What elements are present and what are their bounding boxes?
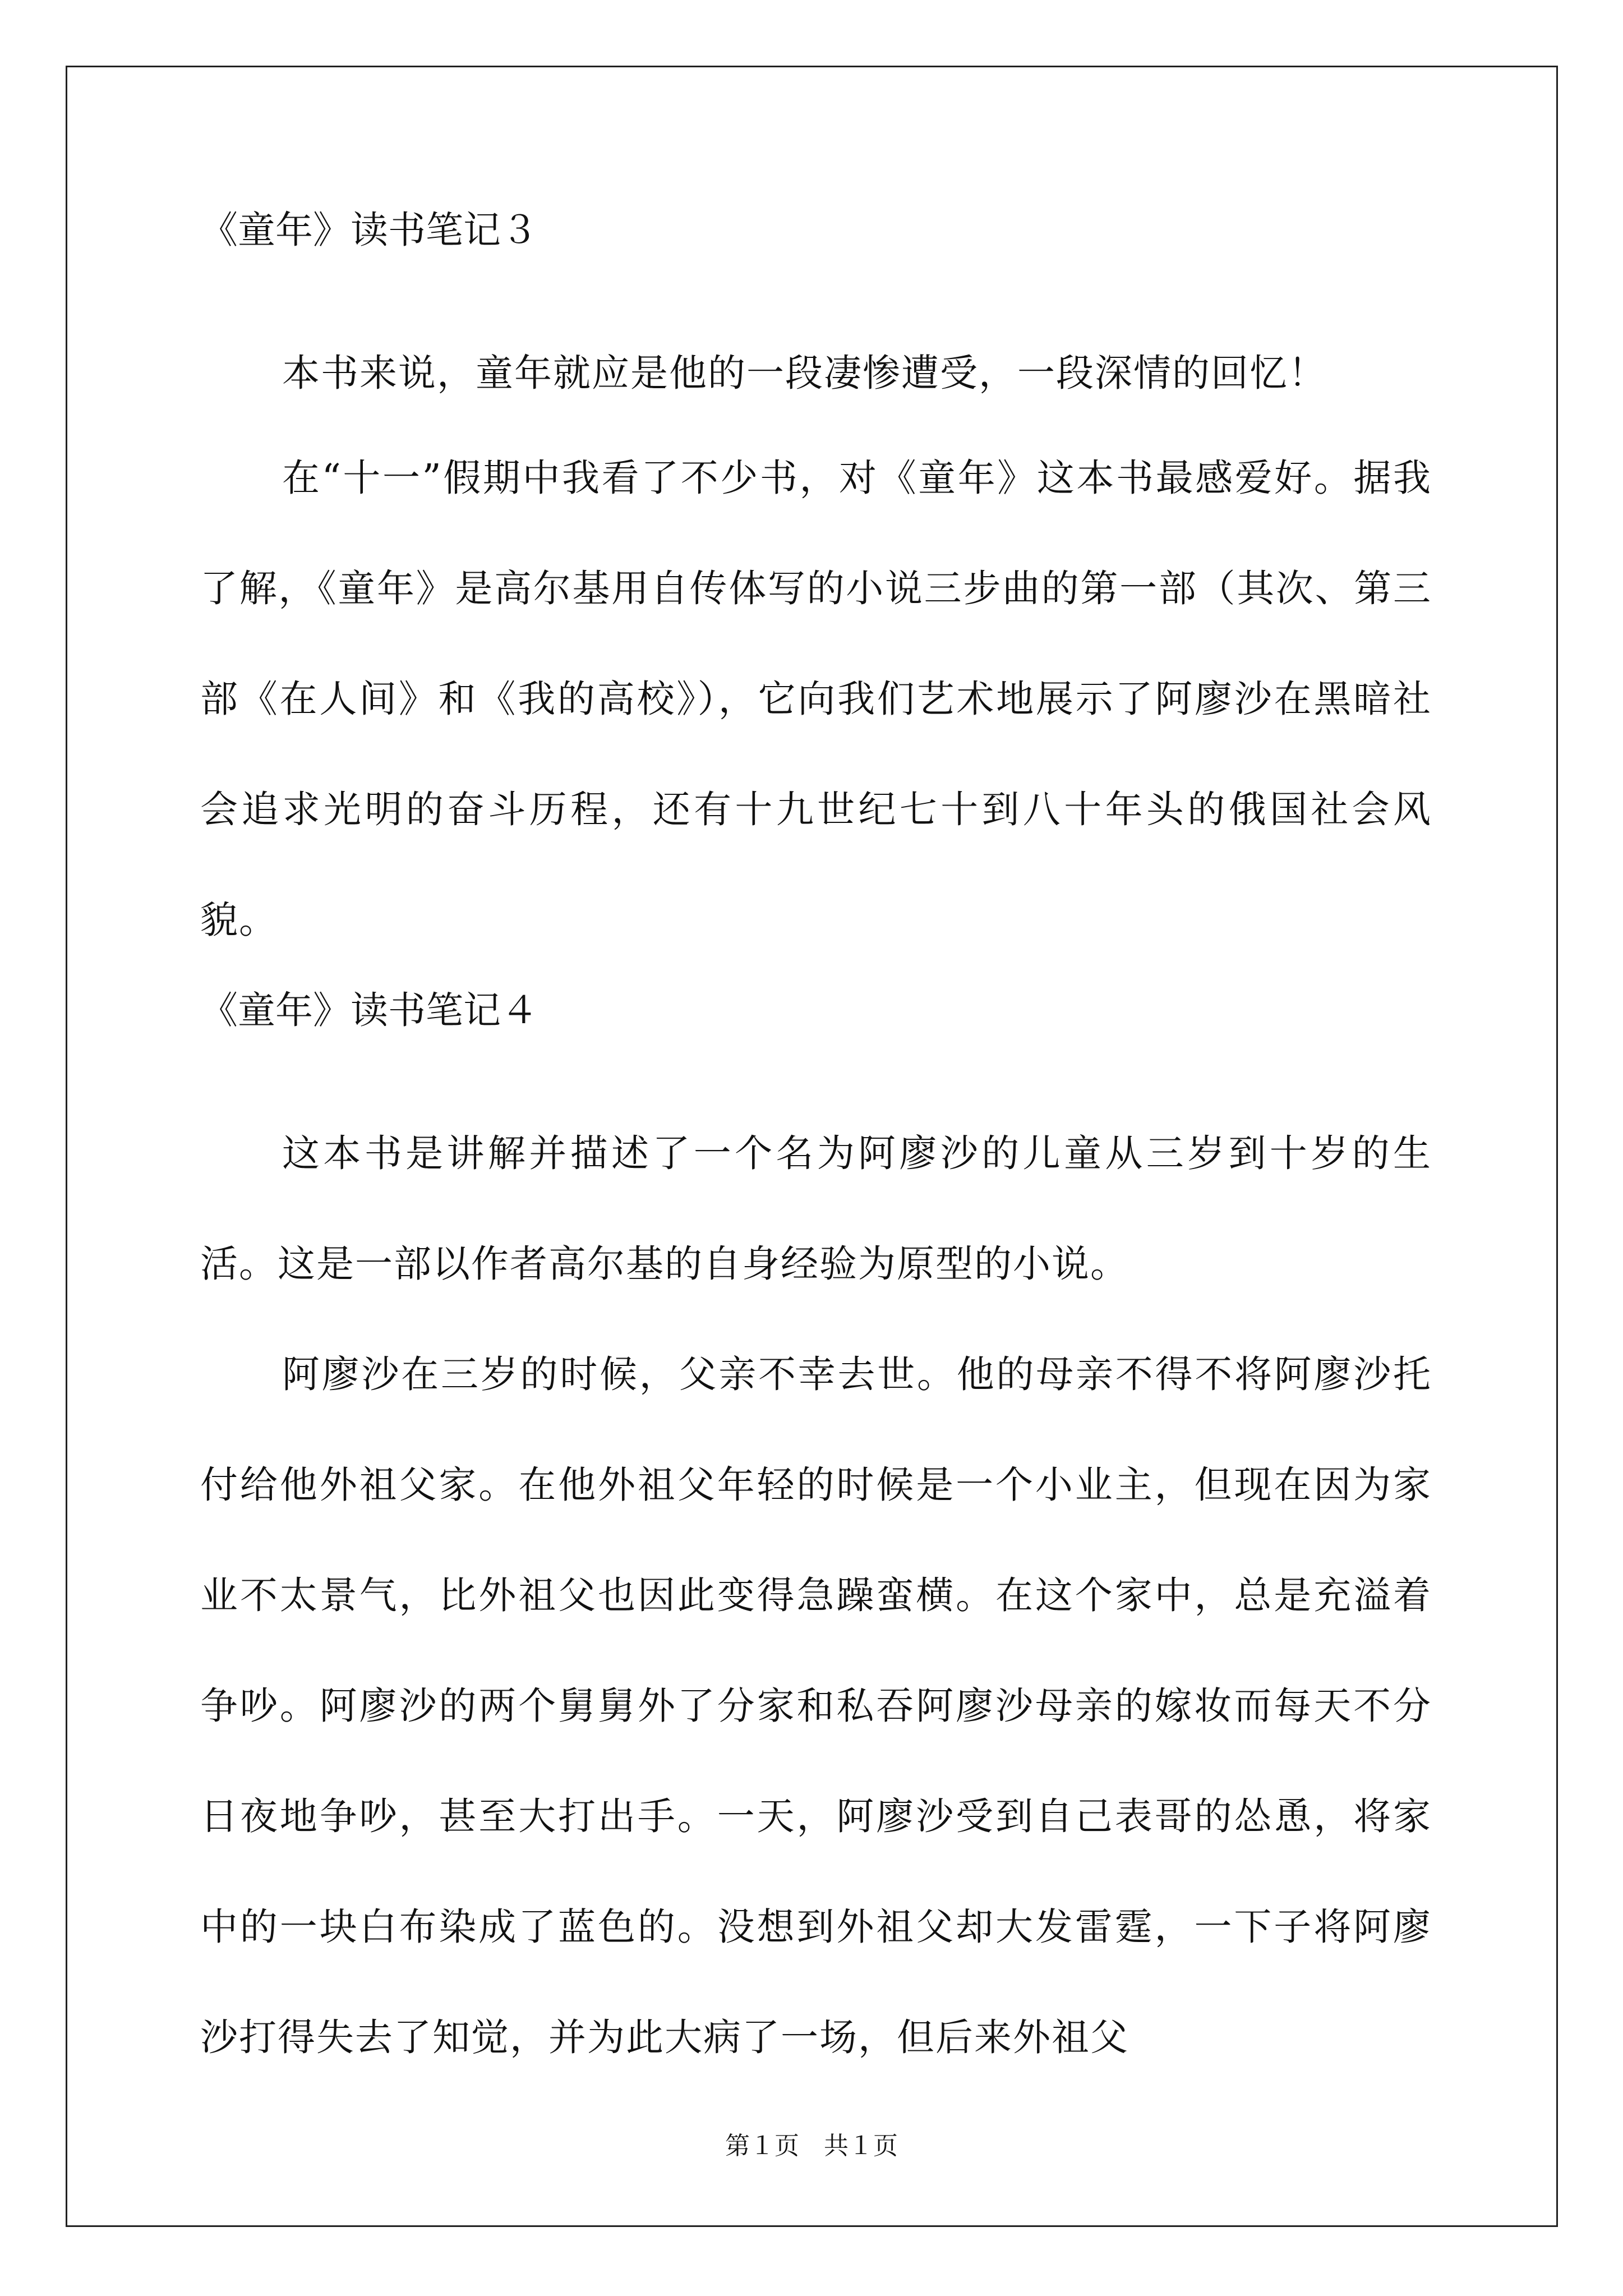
- paragraph: 在“十一”假期中我看了不少书，对《童年》这本书最感爱好。据我了解，《童年》是高尔基用自传体写的小说三步曲的第一部（其次、第三部《在人间》和《我的高校》），它向我们艺术地展示了阿廖沙在黑暗社会追求光明的奋斗历程，还有十九世纪七十到八十年头的俄国社会风貌。: [200, 456, 1432, 942]
- section-heading: 《童年》读书笔记３: [200, 208, 538, 252]
- paragraph: 本书来说，童年就应是他的一段凄惨遭受，一段深情的回忆！: [282, 351, 1327, 395]
- section-4: [200, 988, 1432, 2093]
- paragraph: 阿廖沙在三岁的时候，父亲不幸去世。他的母亲不得不将阿廖沙托付给他外祖父家。在他外祖父年轻的时候是一个小业主，但现在因为家业不太景气，比外祖父也因此变得急躁蛮横。在这个家中，总是充溢着争吵。阿廖沙的两个舅舅外了分家和私吞阿廖沙母亲的嫁妆而每天不分日夜地争吵，甚至大打出手。一天，阿廖沙受到自己表哥的怂恿，将家中的一块白布染成了蓝色的。没想到外祖父却大发雷霆，一下子将阿廖沙打得失去了知觉，并为此大病了一场，但后来外祖父: [200, 1352, 1432, 2059]
- section-heading: 《童年》读书笔记４: [200, 988, 538, 1032]
- paragraph: 这本书是讲解并描述了一个名为阿廖沙的儿童从三岁到十岁的生活。这是一部以作者高尔基的自身经验为原型的小说。: [200, 1131, 1432, 1286]
- page-number: 第１页 共１页: [725, 2132, 898, 2160]
- document-body: [200, 208, 1432, 2093]
- section-3: [200, 208, 1432, 976]
